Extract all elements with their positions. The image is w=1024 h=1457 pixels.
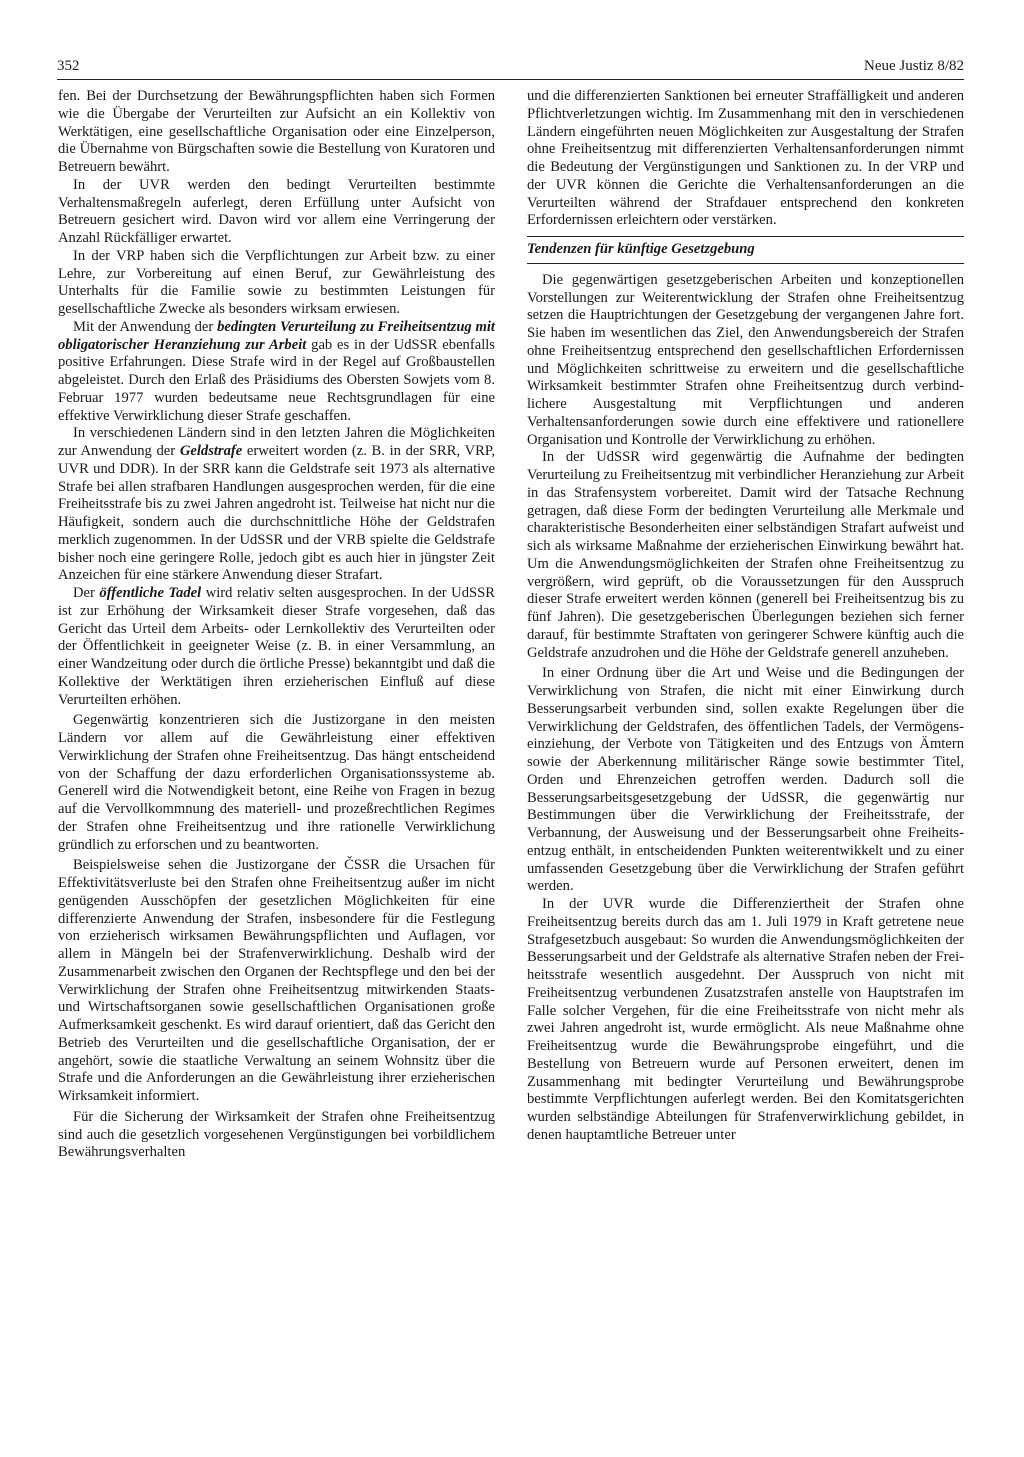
page-number: 352: [57, 58, 80, 74]
paragraph: In der VRP haben sich die Verpflichtungen zur Arbeit bzw. zu einer Lehre, zur Vorbereitung auf einen Beruf, zur Gewährleistung des Unterhalts für die Familie sowie zu bestimmten Leistungen für gesellschaftliche Zwecke als besonders wirksam erwiesen.: [58, 247, 495, 317]
emphasis: bedingten Verurteilung zu Freiheitsentzug mit obligatorischer Heranziehung zur Arbeit: [58, 318, 495, 353]
paragraph: In verschiedenen Ländern sind in den letzten Jahren die Möglichkeiten zur Anwendung der Geldstrafe erweitert worden (z. B. in der SRR, VRP, UVR und DDR). In der SRR kann die Geldstrafe seit 1973 als alternative Strafe bei allen strafbaren Handlungen ausgesprochen werden, für die eine Freiheitsstrafe bis zu zwei Jahren angedroht ist. Teilweise hat nicht nur die Häufigkeit, sondern auch die durchschnittliche Höhe der Geldstrafen merklich zugenommen. In der UdSSR und der VRB spielte die Geldstrafe bisher noch eine geringere Rolle, jedoch gibt es auch hier in jüngster Zeit Anzeichen für eine stärkere Anwendung dieser Strafart.: [58, 425, 495, 584]
emphasis: öffentliche Tadel: [99, 585, 202, 601]
paragraph: In der UVR werden den bedingt Verurteilten bestimmte Verhaltensmaßregeln auferlegt, deren Erfüllung unter Aufsicht von Betreuern gesichert wird. Davon wird vor allem eine Verringerung der Anzahl Rückfälliger erwartet.: [58, 176, 495, 246]
header-rule: [57, 79, 964, 80]
paragraph: In einer Ordnung über die Art und Weise und die Bedingungen der Verwirklichung von Strafen, die nicht mit einer Einwirkung durch Besserungsarbeit verbunden sind, sollen exakte Regelungen über die Verwirklichung der Geldstrafen, des öffentlichen Tadels, der Vermögenseinziehung, der Verbote von Tätigkeiten und des Entzugs von Ämtern sowie der Aberkennung militärischer Ränge sowie bestimmter Titel, Orden und Ehrenzeichen getroffen werden. Dadurch soll die Besserungsarbeitsgesetzgebung der UdSSR, die gegenwärtig nur Bestimmungen über die Verwirklichung der Freiheitsstrafe, der Verbannung, der Ausweisung und der Besserungsarbeit ohne Freiheitsentzug enthält, in entscheidenden Punkten weiterentwikkelt und zu einer umfassenden Gesetzgebung über die Verwirklichung der Strafen geführt werden.: [527, 665, 964, 895]
paragraph: Die gegenwärtigen gesetzgeberischen Arbeiten und konzeptionellen Vorstellungen zur Weiterentwicklung der Strafen ohne Freiheitsentzug setzen die Hauptrichtungen der Gesetzgebung der vergangenen Jahre fort. Sie haben im wesentlichen das Ziel, den Anwendungsbereich der Strafen ohne Freiheitsentzug entsprechend den gesellschaftlichen Erfordernissen und Möglichkeiten schrittweise zu erweitern und die gesellschaftliche Wirksamkeit bestimmter Strafen ohne Freiheitsentzug durch verbindlichere Ausgestaltung mit Verpflichtungen und anderen Verhaltensanforderungen sowie durch eine effektivere und rationellere Organisation und Kontrolle der Verwirklichung zu erhöhen.: [527, 271, 964, 448]
right-column: [527, 88, 964, 1145]
paragraph: Gegenwärtig konzentrieren sich die Justizorgane in den meisten Ländern vor allem auf die Gewährleistung einer effektiven Verwirklichung der Strafen ohne Freiheitsentzug. Das hängt entscheidend von der Schaffung der dazu erforderlichen Organisationssysteme ab. Generell wird die Notwendigkeit betont, eine Reihe von Fragen in bezug auf die Vervollkommnung des materiell- und prozeßrechtlichen Regimes der Strafen ohne Freiheitsentzug und ihre rationelle Verwirklichung gründlich zu erforschen und zu beantworten.: [58, 712, 495, 853]
journal-issue: Neue Justiz 8/82: [864, 58, 964, 74]
section-rule-top: [527, 236, 964, 237]
paragraph: fen. Bei der Durchsetzung der Bewährungspflichten haben sich Formen wie die Übergabe der Verurteilten zur Aufsicht an ein Kollektiv von Werktätigen, eine gesellschaftliche Organisation oder eine Einzelperson, die Übernahme von Bürgschaften sowie die Bestellung von Kuratoren und Betreuern bewährt.: [58, 88, 495, 175]
paragraph: Für die Sicherung der Wirksamkeit der Strafen ohne Freiheitsentzug sind auch die gesetzlich vorgesehenen Vergünstigungen bei vorbildlichem Bewährungsverhalten: [58, 1108, 495, 1161]
paragraph: In der UdSSR wird gegenwärtig die Aufnahme der bedingten Verurteilung zu Freiheitsentzug mit verbindlicher Heranziehung zur Arbeit in das Strafensystem vorbereitet. Damit wird der Tatsache Rechnung getragen, daß diese Form der bedingten Verurteilung alle Merkmale und charakteristische Besonderheiten einer selbständigen Strafart aufweist und sich als wirksame Maßnahme der erzieherischen Einwirkung bewährt hat. Um die Anwendungsmöglichkeiten der Strafen ohne Freiheitsentzug zu vergrößern, wird geprüft, ob die Voraussetzungen für den Ausspruch dieser Strafe erweitert werden können (generell bei Freiheitsentzug bis zu fünf Jahren). Die gesetzgeberischen Überlegungen beziehen sich ferner darauf, für bestimmte Straftaten von geringerer Schwere künftig auch die Geldstrafe anzudrohen und die Höhe der Geldstrafe generell anzuheben.: [527, 449, 964, 661]
emphasis: Geldstrafe: [179, 443, 243, 459]
paragraph: In der UVR wurde die Differenziertheit der Strafen ohne Freiheitsentzug bereits durch das am 1. Juli 1979 in Kraft getretene neue Strafgesetzbuch ausgebaut: So wurden die Anwendungsmöglichkeiten der Besserungsarbeit und der Geldstrafe als alternative Strafen neben der Freiheitsstrafe wesentlich ausgedehnt. Der Ausspruch von nicht mit Freiheitsentzug verbundenen Zusatzstrafen anstelle von Hauptstrafen im Falle solcher Vergehen, für die eine Freiheitsstrafe von nicht mehr als zwei Jahren angedroht ist, wurde ermöglicht. Als neue Maßnahme ohne Freiheitsentzug wurde die Bewährungsprobe eingeführt, und die Bestellung von Betreuern wurde auf Personen erweitert, denen im Zusammenhang mit bedingter Verurteilung und Bewährungsprobe bestimmte Verpflichtungen auferlegt werden. Bei den Komitatsgerichten wurden selbständige Abteilungen für Strafenverwirklichung gebildet, in denen hauptamtliche Betreuer unter: [527, 896, 964, 1143]
paragraph: und die differenzierten Sanktionen bei erneuter Straffälligkeit und anderen Pflichtverletzungen wichtig. Im Zusammenhang mit den in verschiedenen Ländern eingeführten neuen Möglichkeiten zur Ausgestaltung der Strafen ohne Freiheitsentzug mit differenzierten Verhaltensanforderungen nimmt die Bedeutung der Vergünstigungen und Sanktionen zu. In der VRP und der UVR können die Gerichte die Verhaltensanforderungen an die Verurteilten während der Strafdauer entsprechend den konkreten Erfordernissen erleichtern oder verstärken.: [527, 88, 964, 229]
paragraph: Der öffentliche Tadel wird relativ selten ausgesprochen. In der UdSSR ist zur Erhöhung der Wirksamkeit dieser Strafe vorgesehen, daß das Gericht das Urteil dem Arbeits- oder Lernkollektiv des Verurteilten oder der Öffentlichkeit in geeigneter Weise (z. B. in einer Versammlung, an einer Wandzeitung oder durch die örtliche Presse) bekanntgibt und daß die Kollektive der Werktätigen ihren erzieherischen Einfluß auf diese Verurteilten erhöhen.: [58, 585, 495, 708]
paragraph: Mit der Anwendung der bedingten Verurteilung zu Freiheitsentzug mit obligatorischer Heranziehung zur Arbeit gab es in der UdSSR ebenfalls positive Erfahrungen. Diese Strafe wird in der Regel auf Großbaustellen abgeleistet. Durch den Erlaß des Präsidiums des Obersten Sowjets vom 8. Februar 1977 wurden bedeutsame neue Rechtsgrundlagen für eine effektive Verwirklichung dieser Strafe geschaffen.: [58, 318, 495, 424]
section-heading: Tendenzen für künftige Gesetzgebung: [527, 241, 755, 257]
paragraph: Beispielsweise sehen die Justizorgane der ČSSR die Ursachen für Effektivitätsverluste bei den Strafen ohne Freiheitsentzug außer im nicht genügenden Ausschöpfen der gesetzlichen Möglichkeiten für eine differenzierte Anwendung der Strafen, insbesondere für die Festlegung von erzieherisch wirksamen Bewährungspflichten und Auflagen, vor allem in Mängeln bei der Strafenverwirklichung. Deshalb wird der Zusammenarbeit zwischen den Organen der Rechtspflege und den bei der Verwirklichung der Strafen ohne Freiheitsentzug mitwirkenden Staats- und Wirtschaftsorganen sowie gesellschaftlichen Organisationen große Aufmerksamkeit geschenkt. Es wird darauf orientiert, daß das Gericht den Betrieb des Verurteilten und die gesellschaftliche Organisation, der er angehört, sowie die staatliche Verwaltung an seinem Wohnsitz über die Strafe und die Anforderungen an die Gewährleistung ihrer erzieherischen Wirksamkeit informiert.: [58, 857, 495, 1104]
section-rule-bottom: [527, 263, 964, 264]
page-header: [57, 58, 964, 78]
left-column: [58, 88, 495, 1162]
